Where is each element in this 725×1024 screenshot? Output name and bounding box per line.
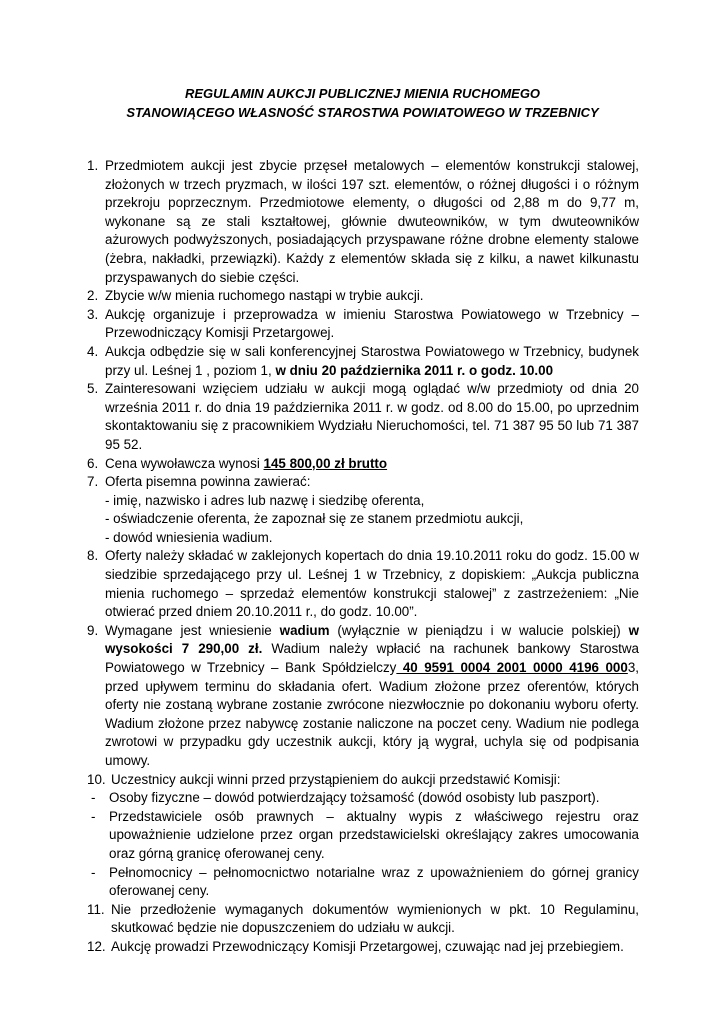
item-text-part: Wadium należy wpłacić na rachunek bankowy Starostwa Powiatowego w Trzebnicy – Bank Spółdzielczy (105, 641, 639, 676)
item-text: Nie przedłożenie wymaganych dokumentów wymienionych w pkt. 10 Regulaminu, skutkować będzie nie dopuszczeniem do udziału w aukcji. (111, 901, 639, 936)
sub-item (87, 808, 639, 864)
sub-item-text: Osoby fizyczne – dowód potwierdzający tożsamość (dowód osobisty lub paszport). (109, 790, 600, 806)
item-number: 7. (87, 474, 99, 490)
dash-marker: - (91, 790, 96, 806)
sub-item-text: Pełnomocnicy – pełnomocnictwo notarialne wraz z upoważnieniem do górnej granicy oferowanej ceny. (109, 864, 639, 899)
item-text-part: Oferta pisemna powinna zawierać: (105, 474, 311, 490)
item-number: 6. (87, 455, 99, 471)
item-text: Przedmiotem aukcji jest zbycie przęseł metalowych – elementów konstrukcji stalowej, złożonych w trzech pryzmach, w ilości 197 szt. elementów, o różnej długości i o różnym przekroju poprzecznym. Przedmiotowe elementy, o długości od 2,88 m do 9,77 m, wykonane są ze stali kształtowej, głównie dwuteowników, w tym dwuteowników ażurowych podwyższonych, posiadających przyspawane różne drobne elementy stalowe (żebra, nakładki, przewiązki). Każdy z elementów składa się z kilku, a nawet kilkunastu przyspawanych do siebie części. (105, 158, 639, 285)
sub-item (87, 789, 639, 808)
item-number: 4. (87, 343, 99, 359)
list-item (87, 771, 639, 790)
list-item (87, 547, 639, 621)
sub-item-text: Przedstawiciele osób prawnych – aktualny wypis z właściwego rejestru oraz upoważnienie udzielone przez organ przedstawicielski określający zakres umocowania oraz górną granicę oferowanej ceny. (109, 808, 639, 861)
item-text-part: 3, przed upływem terminu do składania ofert. Wadium złożone przez oferentów, których oferty nie zostaną wybrane zostanie zwrócone niezwłocznie po dokonaniu wyboru oferty. Wadium złożone przez nabywcę zostanie naliczone na poczet ceny. Wadium nie podlega zwrotowi w przypadku gdy uczestnik aukcji, który ją wygrał, uchyla się od podpisania umowy. (105, 660, 639, 768)
list-item (87, 343, 639, 380)
auction-date: w dniu 20 października 2011 r. o godz. 10.00 (275, 362, 554, 378)
item-number: 8. (87, 548, 99, 564)
item-text: Aukcję prowadzi Przewodniczący Komisji Przetargowej, czuwając nad jej przebiegiem. (111, 938, 624, 954)
item-text-part: Wymagane jest wniesienie (105, 622, 280, 638)
list-item (87, 938, 639, 957)
item-text: Oferty należy składać w zaklejonych kopertach do dnia 19.10.2011 roku do godz. 15.00 w siedzibie sprzedającego przy ul. Leśnej 1 w Trzebnicy, z dopiskiem: „Aukcja publiczna mienia ruchomego – sprzedaż elementów konstrukcji stalowej” z zastrzeżeniem: „Nie otwierać przed dniem 20.10.2011 r., do godz. 10.00”. (105, 548, 639, 620)
deposit-amount: w wysokości 7 290,00 zł. (105, 622, 639, 657)
item-text (105, 473, 639, 547)
sub-item: - imię, nazwisko i adres lub nazwę i siedzibę oferenta, (105, 492, 425, 508)
item-number: 5. (87, 381, 99, 397)
item-text: Zainteresowani wzięciem udziału w aukcji mogą oglądać w/w przedmioty od dnia 20 września 2011 r. do dnia 19 października 2011 r. w godz. od 8.00 do 15.00, po uprzednim skontaktowaniu się z pracownikiem Wydziału Nieruchomości, tel. 71 387 95 50 lub 71 387 95 52. (105, 381, 639, 452)
document-title-line-2: STANOWIĄCEGO WŁASNOŚĆ STAROSTWA POWIATOWEGO W TRZEBNICY (126, 105, 599, 120)
item-text-part: Cena wywoławcza wynosi (105, 455, 264, 471)
list-item (87, 287, 639, 306)
starting-price: 145 800,00 zł brutto (263, 455, 388, 471)
dash-marker: - (91, 864, 96, 880)
list-item (87, 306, 639, 343)
item-number: 3. (87, 306, 99, 322)
regulations-list (87, 157, 639, 957)
item-number: 12. (87, 938, 106, 954)
item-number: 2. (87, 288, 99, 304)
list-item (87, 157, 639, 287)
item-text (105, 343, 639, 380)
item-number: 9. (87, 622, 99, 638)
sub-item: - dowód wniesienia wadium. (105, 529, 273, 545)
bank-account-number: 40 9591 0004 2001 0000 4196 000 (396, 660, 628, 676)
item-text (111, 771, 639, 790)
list-item (87, 473, 639, 547)
item-number: 11. (87, 901, 105, 917)
item-number: 1. (87, 158, 99, 173)
document-title-line-1: REGULAMIN AUKCJI PUBLICZNEJ MIENIA RUCHOMEGO (184, 86, 541, 101)
item-number: 10. (87, 771, 106, 787)
item-text-part: (wyłącznie w pieniądzu i w walucie polskiej) (329, 622, 629, 638)
deposit-label: wadium (279, 622, 330, 638)
sub-item (87, 864, 639, 901)
item-text-part: Uczestnicy aukcji winni przed przystąpieniem do aukcji przedstawić Komisji: (111, 771, 561, 787)
item-text-part: Aukcja odbędzie się w sali konferencyjnej Starostwa Powiatowego w Trzebnicy, budynek przy ul. Leśnej 1 , poziom 1, (105, 343, 639, 378)
item-text: Zbycie w/w mienia ruchomego nastąpi w trybie aukcji. (105, 288, 424, 304)
sub-item: - oświadczenie oferenta, że zapoznał się ze stanem przedmiotu aukcji, (105, 511, 524, 527)
list-item (87, 380, 639, 454)
item-text (105, 455, 639, 474)
list-item (87, 901, 639, 938)
list-item (87, 455, 639, 474)
dash-marker: - (91, 808, 96, 824)
item-text: Aukcję organizuje i przeprowadza w imieniu Starostwa Powiatowego w Trzebnicy – Przewodniczący Komisji Przetargowej. (105, 306, 639, 341)
list-item (87, 622, 639, 771)
item-text (105, 622, 639, 771)
